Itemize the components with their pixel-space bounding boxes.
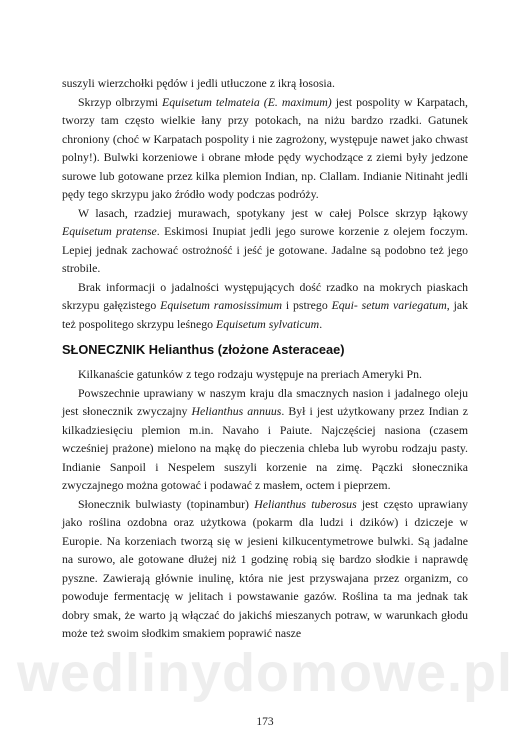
- latin-name: Equisetum ramosissimum: [160, 298, 282, 312]
- latin-name: Helianthus tuberosus: [254, 496, 357, 511]
- latin-name: setum variegatum: [361, 298, 447, 312]
- latin-name: Helianthus annuus: [191, 404, 282, 418]
- paragraph-giant-horsetail: Skrzyp olbrzymi Equisetum telmateia (E. maximum) jest pospolity w Karpatach, tworzy tam często wielkie łany przy potokach, na niżu bardzo rzadki. Gatunek chroniony (choć w Karpatach pospolity i nie zagrożony, występuje nawet jako chwast polny!). Bulwki korzeniowe i obrane młode pędy wychodzące z ziemi były jedzone surowe lub gotowane przez kilka plemion Indian, np. Clallam. Indianie Nitinaht jedli pędy tego skrzypu jako źródło wody podczas podróży.: [62, 94, 468, 201]
- paragraph-horsetail-end: suszyli wierzchołki pędów i jedli utłuczone z ikrą łososia.: [62, 76, 335, 90]
- section-heading-sunflower: SŁONECZNIK Helianthus (złożone Asteraceae): [62, 342, 345, 357]
- latin-name: Equisetum sylvaticum: [215, 316, 320, 331]
- paragraph-common-sunflower: Powszechnie uprawiany w naszym kraju dla smacznych nasion i jadalnego oleju jest słonecznik zwyczajny Helianthus annuus. Był i jest użytkowany przez Indian z kilkadziesięciu plemion m.in. Navaho i Paiute. Najczęściej nasiona (czasem wcześniej prażone) mielono na mąkę do pieczenia chleba lub wyrobu rodzaju pasty. Indianie Sanpoil i Nespelem suszyli korzenie na zimę. Pączki słonecznika zwyczajnego można gotować i podawać z masłem, octem i pieprzem.: [62, 385, 468, 492]
- paragraph-sunflower-intro: Kilkanaście gatunków z tego rodzaju występuje na preriach Ameryki Pn.: [78, 367, 422, 381]
- latin-name: Equisetum telmateia (E. maximum): [162, 94, 332, 109]
- paragraph-meadow-horsetail: W lasach, rzadziej murawach, spotykany jest w całej Polsce skrzyp łąkowy Equisetum pratense. Eskimosi Inupiat jedli jego surowe korzenie z olejem foczym. Lepiej jednak zachować ostrożność i jeść je gotowane. Jadalne są podobno też jego strobile.: [62, 205, 468, 275]
- paragraph-jerusalem-artichoke: Słonecznik bulwiasty (topinambur) Helianthus tuberosus jest często uprawiany jako roślina ozdobna oraz użytkowa (pokarm dla ludzi i dzików) i dziczeje w Europie. Na korzeniach tworzą się w jesieni kilkucentymetrowe bulwki. Są jadalne na surowo, ale gotowane dłużej niż 1 godzinę robią się bardzo słodkie i naprawdę pyszne. Zawierają głównie inulinę, która nie jest przyswajana przez organizm, co powoduje fermentację w jelitach i powstawanie gazów. Roślina ta ma jednak tak dobry smak, że warto ją włączać do jakichś mieszanych potraw, w warunkach głodu może też swoim słodkim smakiem poprawić nasze: [62, 496, 468, 640]
- watermark: wedlinydomowe.pl: [16, 643, 514, 703]
- page-body: [62, 74, 468, 643]
- page-number: 173: [256, 716, 274, 728]
- latin-name: Equi-: [331, 298, 358, 312]
- paragraph-other-horsetails: Brak informacji o jadalności występujących dość rzadko na mokrych piaskach skrzypu gałęzistego Equisetum ramosissimum i pstrego Equi- setum variegatum, jak też pospolitego skrzypu leśnego Equisetum sylvaticum.: [62, 279, 469, 331]
- latin-name: Equisetum pratense: [62, 224, 157, 238]
